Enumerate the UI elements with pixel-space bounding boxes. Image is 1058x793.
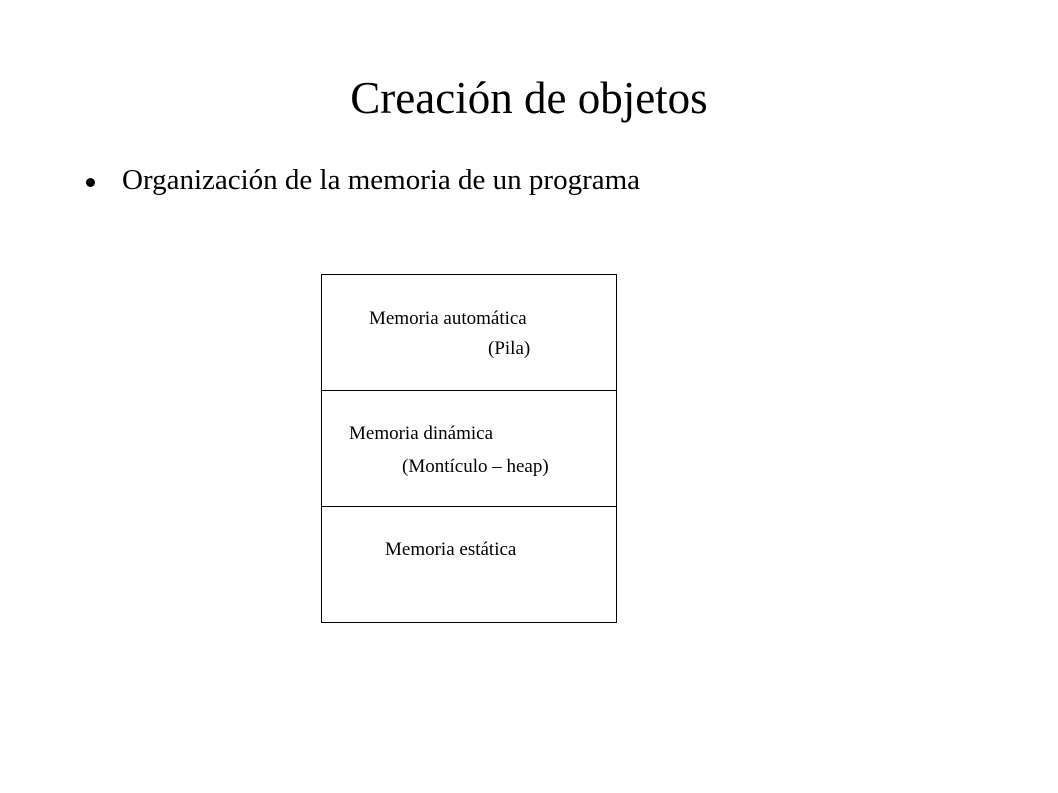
dynamic-memory-label: Memoria dinámica	[349, 423, 494, 444]
static-memory-segment	[322, 507, 616, 622]
bullet-dot-icon	[86, 178, 95, 187]
dynamic-memory-segment	[322, 391, 616, 507]
dynamic-memory-sublabel: (Montículo – heap)	[402, 456, 549, 477]
automatic-memory-sublabel: (Pila)	[488, 338, 531, 359]
slide-title: Creación de objetos	[350, 73, 708, 123]
automatic-memory-label: Memoria automática	[369, 308, 527, 329]
bullet-text: Organización de la memoria de un programa	[122, 164, 641, 196]
memory-layout-diagram	[321, 274, 617, 623]
static-memory-label: Memoria estática	[385, 539, 517, 560]
automatic-memory-segment	[322, 275, 616, 391]
bullet-item	[86, 160, 640, 200]
